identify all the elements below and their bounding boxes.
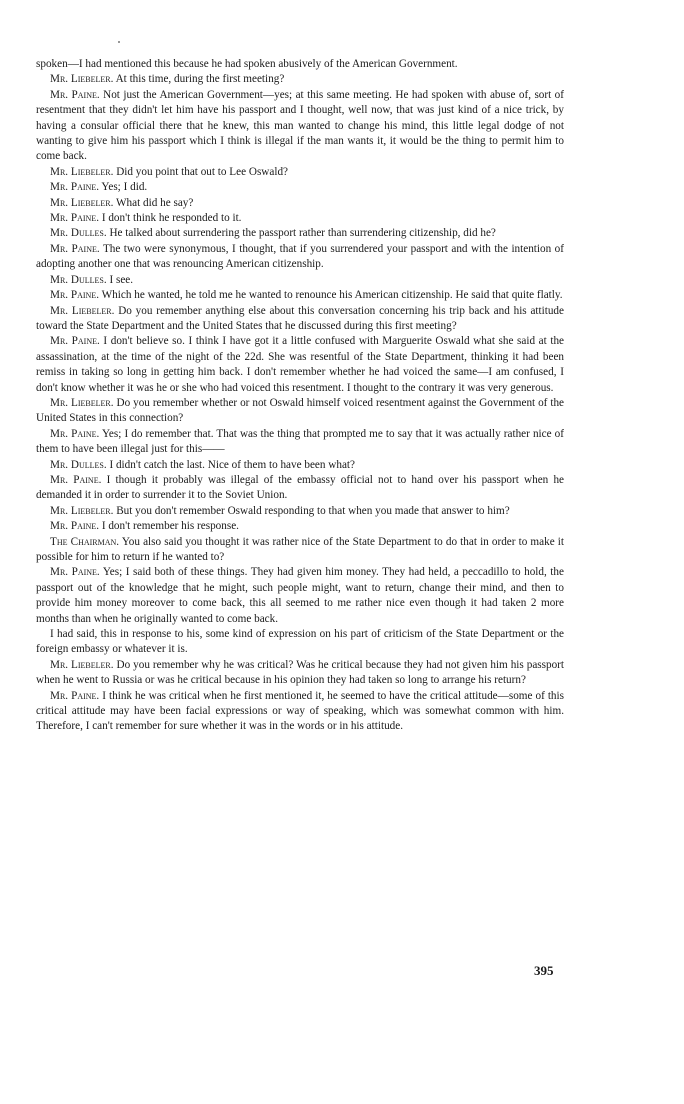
paragraph-text: He talked about surrendering the passport rather than surrendering citizenship, did he? bbox=[109, 227, 496, 240]
speaker-name: Mr. Dulles. bbox=[50, 458, 107, 471]
paragraph-text: What did he say? bbox=[116, 196, 194, 209]
paragraph bbox=[36, 473, 564, 504]
paragraph-text: Do you remember whether or not Oswald himself voiced resentment against the Government of the United States in this connection? bbox=[36, 396, 565, 425]
paragraph bbox=[36, 396, 564, 427]
paragraph-text: But you don't remember Oswald responding to that when you made that answer to him? bbox=[116, 504, 510, 517]
paragraph bbox=[36, 288, 564, 303]
paragraph-text: I don't remember his response. bbox=[101, 520, 239, 533]
paragraph bbox=[36, 627, 564, 658]
transcript-body bbox=[36, 57, 564, 735]
paragraph bbox=[36, 565, 564, 627]
paragraph-text: Which he wanted, he told me he wanted to renounce his American citizenship. He said that quite flatly. bbox=[101, 289, 563, 302]
speaker-name: Mr. Paine. bbox=[50, 689, 100, 702]
paragraph-text: At this time, during the first meeting? bbox=[115, 73, 285, 86]
speaker-name: Mr. Liebeler. bbox=[50, 73, 114, 86]
speaker-name: Mr. Paine. bbox=[50, 566, 100, 579]
paragraph bbox=[36, 334, 564, 396]
paragraph-text: I had said, this in response to his, some kind of expression on his part of criticism of the State Department or the foreign embassy or whatever it is. bbox=[36, 628, 564, 656]
scan-speck bbox=[118, 41, 120, 43]
speaker-name: Mr. Paine. bbox=[50, 88, 100, 101]
speaker-name: Mr. Paine. bbox=[50, 520, 100, 533]
paragraph bbox=[36, 88, 564, 165]
paragraph bbox=[36, 196, 564, 211]
speaker-name: Mr. Paine. bbox=[50, 473, 102, 486]
speaker-name: Mr. Liebeler. bbox=[50, 504, 114, 517]
speaker-name: Mr. Paine. bbox=[50, 242, 100, 255]
speaker-name: Mr. Paine. bbox=[50, 181, 100, 194]
paragraph-text: Not just the American Government—yes; at this same meeting. He had spoken with abuse of, sort of resentment that they didn't let him have his passport and I thought, well now, that was just kind of a nice trick, by having a consular official there that he knew, this man wanted to change his mind, this little legal dodge of not wanting to give him his passport which I think is illegal if the man wants it, it would be the thing to permit him to come back. bbox=[36, 88, 564, 163]
speaker-name: Mr. Dulles. bbox=[50, 227, 107, 240]
paragraph-text: You also said you thought it was rather nice of the State Department to do that in order to make it possible for him to return if he wanted to? bbox=[36, 535, 564, 563]
speaker-name: Mr. Dulles. bbox=[50, 273, 107, 286]
page-number: 395 bbox=[534, 963, 554, 978]
paragraph-text: Did you point that out to Lee Oswald? bbox=[116, 165, 289, 178]
paragraph-text: I don't think he responded to it. bbox=[101, 212, 242, 225]
paragraph bbox=[36, 304, 564, 335]
paragraph-text: Yes; I do remember that. That was the thing that prompted me to say that it was actually rather nice of them to have been illegal just for this—— bbox=[36, 427, 564, 456]
speaker-name: Mr. Paine. bbox=[50, 212, 100, 225]
paragraph bbox=[36, 211, 564, 226]
paragraph bbox=[36, 273, 564, 288]
speaker-name: Mr. Liebeler. bbox=[50, 304, 115, 317]
speaker-name: Mr. Liebeler. bbox=[50, 658, 114, 671]
speaker-name: Mr. Paine. bbox=[50, 427, 100, 440]
paragraph bbox=[36, 535, 564, 566]
paragraph bbox=[36, 458, 564, 473]
paragraph bbox=[36, 180, 564, 195]
paragraph bbox=[36, 226, 564, 241]
paragraph-text: I think he was critical when he first mentioned it, he seemed to have the critical attitude—some of this critical attitude may have been facial expressions or way of speaking, which was somewhat common with him. Therefore, I can't remember for sure whether it was in the words or in his attitude. bbox=[36, 689, 564, 733]
paragraph-text: I see. bbox=[109, 273, 134, 286]
paragraph bbox=[36, 689, 564, 735]
paragraph-text: I don't believe so. I think I have got it a little confused with Marguerite Oswald what she said at the assassination, at the time of the night of the 22d. She was resentful of the State Department, thinking it had been remiss in taking so long in getting him back. I don't remember whether he had voiced the same—I am confused, I don't know whether it was he or she who had voiced this resentment. I thought to the contrary it was very generous. bbox=[36, 335, 564, 394]
paragraph bbox=[36, 504, 564, 519]
paragraph-text: Yes; I did. bbox=[101, 181, 148, 194]
paragraph-text: The two were synonymous, I thought, that if you surrendered your passport and with the intention of adopting another one that was renouncing American citizenship. bbox=[36, 242, 564, 271]
paragraph bbox=[36, 57, 564, 72]
paragraph bbox=[36, 165, 564, 180]
speaker-name: Mr. Paine. bbox=[50, 335, 100, 348]
paragraph bbox=[36, 658, 564, 689]
paragraph-text: Yes; I said both of these things. They had given him money. They had held, a peccadillo to hold, the passport out of the knowledge that he might, such people might, want to return, change their mind, and then to provide him money moreover to come back, this all seemed to me rather nice even though it had taken 2 more months than when he originally wanted to come back. bbox=[36, 566, 564, 625]
paragraph-text: spoken—I had mentioned this because he had spoken abusively of the American Government. bbox=[36, 58, 458, 70]
paragraph-text: Do you remember anything else about this conversation concerning his trip back and his attitude toward the State Department and the United States that he discussed during this first meeting? bbox=[36, 304, 564, 332]
speaker-name: The Chairman. bbox=[50, 535, 120, 548]
speaker-name: Mr. Liebeler. bbox=[50, 165, 114, 178]
paragraph bbox=[36, 72, 564, 87]
paragraph-text: Do you remember why he was critical? Was he critical because they had not given him his passport when he went to Russia or was he critical because in his opinion they had taken so long to arrange his return? bbox=[36, 658, 565, 687]
speaker-name: Mr. Liebeler. bbox=[50, 396, 114, 409]
paragraph-text: I didn't catch the last. Nice of them to have been what? bbox=[109, 458, 355, 471]
paragraph bbox=[36, 242, 564, 273]
speaker-name: Mr. Paine. bbox=[50, 289, 100, 302]
paragraph bbox=[36, 427, 564, 458]
paragraph-text: I though it probably was illegal of the embassy official not to hand over his passport when he demanded it in order to surrender it to the Soviet Union. bbox=[36, 473, 564, 502]
speaker-name: Mr. Liebeler. bbox=[50, 196, 114, 209]
paragraph bbox=[36, 519, 564, 534]
